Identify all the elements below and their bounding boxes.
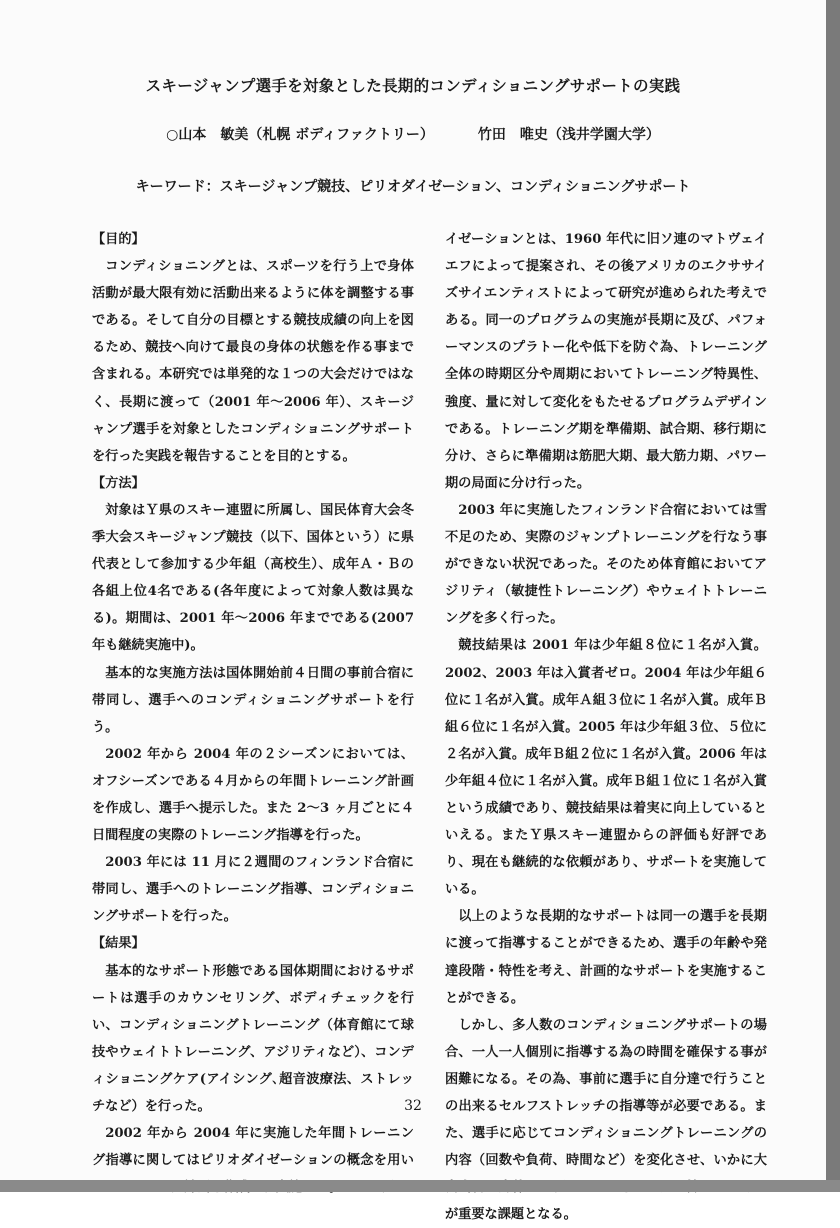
paper-title: スキージャンプ選手を対象とした長期的コンディショニングサポートの実践 (145, 76, 681, 95)
results-paragraph-1: 基本的なサポート形態である国体期間におけるサポートは選手のカウンセリング、ボディチェックを行い、コンディショニングトレーニング（体育館にて球技やウェイトトレーニング、アジリティなど）、コンディショニングケア(アイシング､超音波療法、ストレッチなど）を行った。 (92, 963, 414, 1114)
author-2: 竹田 唯史（浅井学園大学） (477, 127, 660, 143)
results-paragraph-2-continued: イゼーションとは、1960 年代に旧ソ連のマトヴェイエフによって提案され、その後アメリカのエクササイズサイエンティストによって研究が進められた考えである。同一のプログラムの実施が長期に及び、パフォーマンスのプラトー化や低下を防ぐ為、トレーニング全体の時期区分や周期においてトレーニング特異性、強度、量に対して変化をもたせるプログラムデザインである。トレーニング期を準備期、試合期、移行期に分け、さらに準備期は筋肥大期、最大筋力期、パワー期の局面に分け行った。 (445, 232, 767, 491)
scan-edge-right (826, 0, 840, 1192)
authors (0, 124, 826, 144)
scan-edge-bottom (0, 1180, 840, 1192)
right-column (445, 226, 767, 1228)
results-paragraph-6: しかし、多人数のコンディショニングサポートの場合、一人一人個別に指導する為の時間を確保する事が困難になる。その為、事前に選手に自分達で行うことの出来るセルフストレッチの指導等が必要である。また、選手に応じてコンディショニングトレーニングの内容（回数や負荷、時間など）を変化させ、いかに大 が重要な課題となる。 (445, 1017, 767, 1223)
method-heading: 【方法】 (92, 475, 145, 491)
purpose-heading: 【目的】 (92, 232, 145, 247)
keywords: キーワード：スキージャンプ競技、ピリオダイゼーション、コンディショニングサポート (135, 179, 691, 195)
author-1: ○山本 敏美（札幌 ボディファクトリー） (166, 127, 434, 143)
method-paragraph-1: 対象はＹ県のスキー連盟に所属し、国民体育大会冬季大会スキージャンプ競技（以下、国体という）に県代表として参加する少年組（高校生）、成年Ａ・Ｂの各組上位4名である(各年度によって対象人数は異なる)。期間は、2001 年～2006 年までである(2007年も継続実施中)。 (92, 502, 414, 654)
results-paragraph-4: 競技結果は 2001 年は少年組８位に１名が入賞。2002、2003 年は入賞者ゼロ。2004 年は少年組６位に１名が入賞。成年Ａ組３位に１名が入賞。成年Ｂ組６位に１名が入賞。2005 年は少年組３位、５位に２名が入賞。成年Ｂ組２位に１名が入賞。2006 年は少年組４位に１名が入賞。成年Ｂ組１位に１名が入賞という成績であり、競技結果は着実に向上しているといえる。またＹ県スキー連盟からの評価も好評であり、現在も継続的な依頼があり、サポートを実施している。 (445, 638, 767, 898)
page-number: 32 (404, 1098, 422, 1114)
results-heading: 【結果】 (92, 936, 145, 952)
left-column (92, 226, 414, 1201)
results-paragraph-2: 2002 年から 2004 年に実施した年間トレーニング指導に関してはピリオダイゼーションの概念を用い (92, 1126, 414, 1169)
results-paragraph-3: 2003 年に実施したフィンランド合宿においては雪不足のため、実際のジャンプトレーニングを行なう事ができない状況であった。そのため体育館においてアジリティ（敏捷性トレーニング）やウェイトトレーニングを多く行った。 (445, 502, 767, 627)
purpose-paragraph: コンディショニングとは、スポーツを行う上で身体活動が最大限有効に活動出来るように体を調整する事である。そして自分の目標とする競技成績の向上を図るため、競技へ向けて最良の身体の状態を作る事まで含まれる。本研究では単発的な１つの大会だけではなく、長期に渡って（2001 年～2006 年）、スキージャンプ選手を対象としたコンディショニングサポートを行った実践を報告することを目的とする。 (92, 259, 414, 464)
method-paragraph-4: 2003 年には 11 月に２週間のフィンランド合宿に帯同し、選手へのトレーニング指導、コンディショニングサポートを行った。 (92, 855, 414, 925)
method-paragraph-3: 2002 年から 2004 年の２シーズンにおいては、オフシーズンである４月からの年間トレーニング計画を作成し、選手へ提示した。また 2～3 ヶ月ごとに４日間程度の実際のトレーニング指導を行った。 (92, 746, 414, 844)
results-paragraph-5: 以上のような長期的なサポートは同一の選手を長期に渡って指導することができるため、選手の年齢や発達段階・特性を考え、計画的なサポートを実施することができる。 (445, 909, 767, 1006)
method-paragraph-2: 基本的な実施方法は国体開始前４日間の事前合宿に帯同し、選手へのコンディショニングサポートを行う。 (92, 665, 414, 735)
